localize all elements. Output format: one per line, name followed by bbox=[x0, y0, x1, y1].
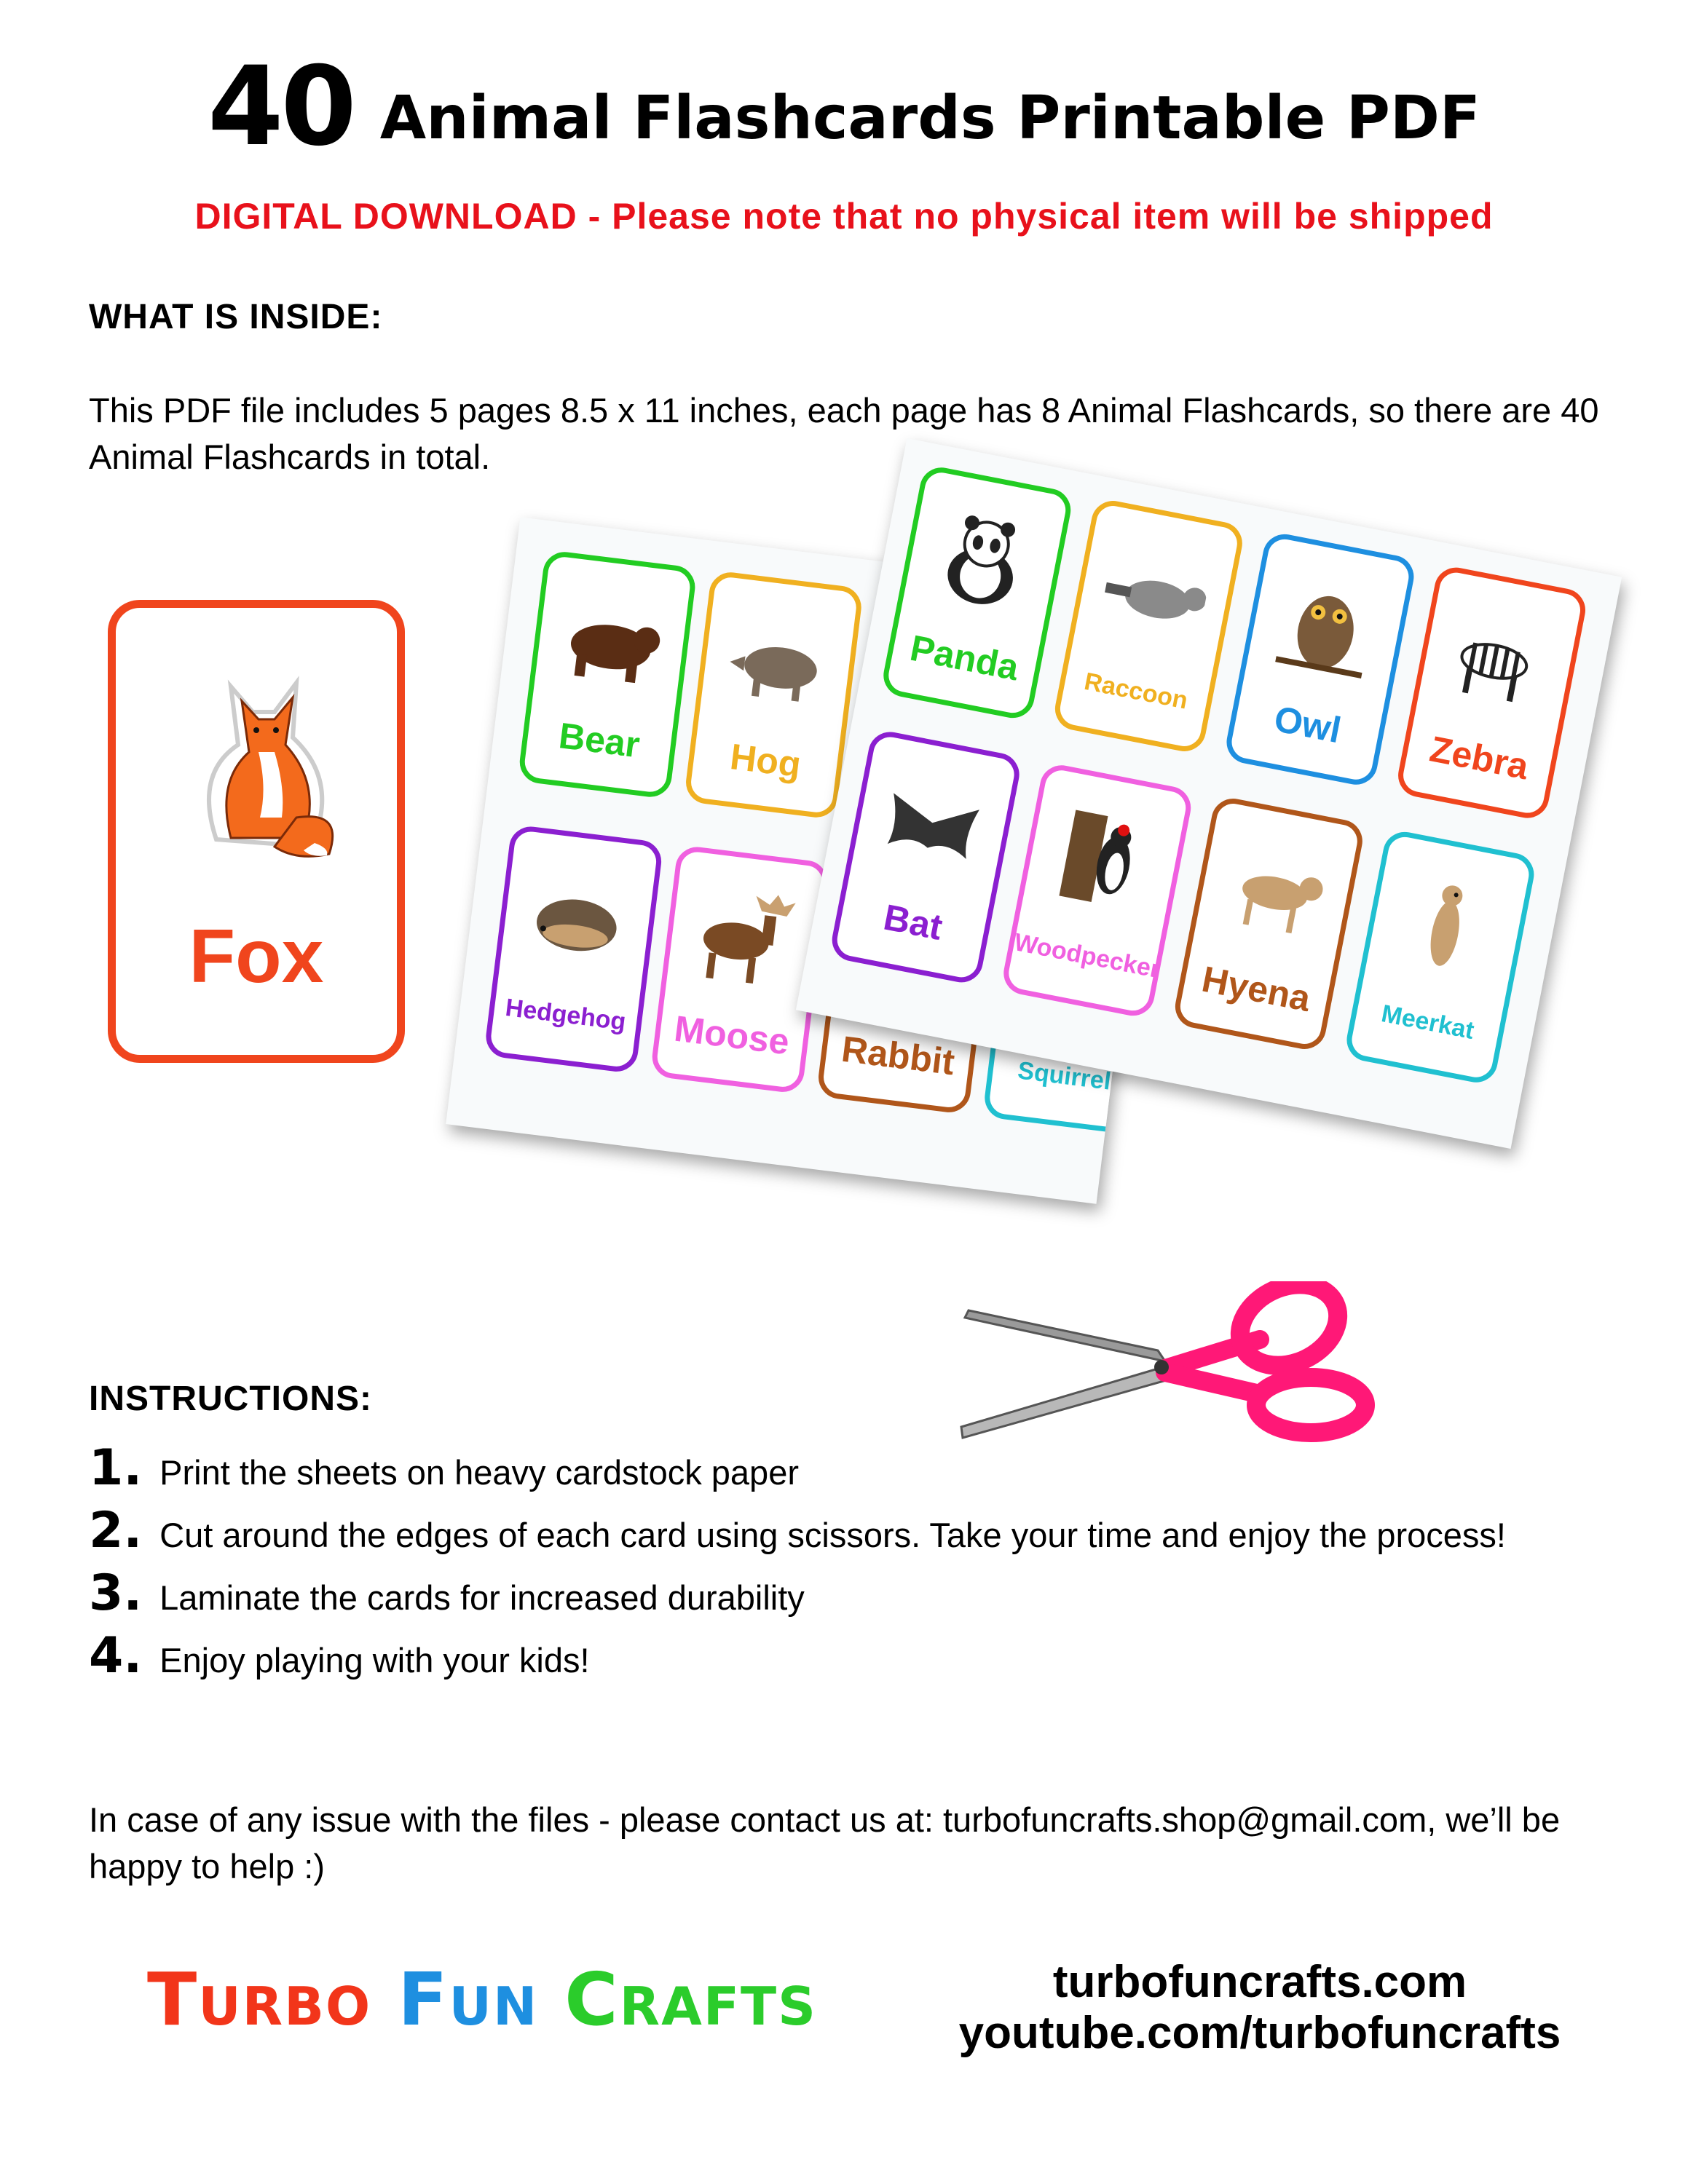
card-hog bbox=[684, 570, 864, 820]
card-label: Zebra bbox=[1426, 728, 1532, 788]
step-text: Enjoy playing with your kids! bbox=[159, 1641, 590, 1679]
card-hyena bbox=[1172, 795, 1366, 1053]
bat-icon bbox=[872, 770, 990, 882]
fox-flashcard bbox=[108, 600, 405, 1063]
card-label: Panda bbox=[907, 627, 1022, 689]
card-label: Woodpecker bbox=[1011, 928, 1163, 984]
logo-letter: C bbox=[564, 1957, 620, 2042]
card-label: Hog bbox=[727, 736, 803, 786]
title-number: 40 bbox=[208, 44, 354, 170]
hyena-icon bbox=[1215, 837, 1333, 949]
instructions-heading: INSTRUCTIONS: bbox=[89, 1380, 372, 1418]
card-woodpecker bbox=[1000, 761, 1194, 1019]
card-owl bbox=[1223, 531, 1417, 788]
logo-word: RAFTS bbox=[619, 1976, 817, 2037]
woodpecker-icon bbox=[1044, 804, 1162, 916]
inside-description: This PDF file includes 5 pages 8.5 x 11 inches, each page has 8 Animal Flashcards, so there are 40 Animal Flashcards in total. bbox=[89, 391, 1599, 476]
instruction-step bbox=[89, 1564, 1618, 1622]
instruction-step bbox=[89, 1439, 1618, 1497]
card-zebra bbox=[1395, 564, 1589, 822]
card-bat bbox=[829, 728, 1023, 986]
step-text: Cut around the edges of each card using scissors. Take your time and enjoy the process! bbox=[159, 1516, 1506, 1554]
footer-links bbox=[874, 1957, 1646, 2059]
scissors-icon bbox=[954, 1281, 1376, 1463]
card-meerkat bbox=[1343, 828, 1537, 1086]
instructions-list bbox=[89, 1439, 1618, 1696]
brand-logo bbox=[147, 1957, 843, 2042]
card-label: Moose bbox=[671, 1008, 792, 1063]
bear-icon bbox=[555, 590, 668, 697]
logo-letter: F bbox=[398, 1957, 449, 2042]
card-label: Hedgehog bbox=[503, 993, 628, 1036]
card-label: Rabbit bbox=[839, 1028, 957, 1083]
hedgehog-icon bbox=[521, 865, 634, 971]
card-hedgehog bbox=[484, 824, 663, 1074]
fox-label: Fox bbox=[189, 914, 324, 999]
logo-word: UN bbox=[449, 1976, 539, 2037]
page-title bbox=[0, 44, 1688, 170]
card-label: Meerkat bbox=[1379, 1000, 1477, 1045]
instruction-step bbox=[89, 1627, 1618, 1685]
hog-icon bbox=[721, 611, 834, 717]
card-label: Squirrel bbox=[1016, 1056, 1113, 1096]
card-label: Owl bbox=[1271, 697, 1344, 751]
card-label: Raccoon bbox=[1081, 667, 1191, 715]
step-number: 3. bbox=[89, 1564, 143, 1622]
logo-letter: T bbox=[147, 1957, 199, 2042]
meerkat-icon bbox=[1387, 870, 1505, 982]
card-label: Bear bbox=[556, 715, 642, 766]
step-number: 4. bbox=[89, 1627, 143, 1685]
inside-heading: WHAT IS INSIDE: bbox=[89, 298, 383, 336]
card-raccoon bbox=[1052, 497, 1246, 755]
title-text: Animal Flashcards Printable PDF bbox=[379, 84, 1480, 153]
card-label: Bat bbox=[880, 896, 946, 948]
youtube-link[interactable]: youtube.com/turbofuncrafts bbox=[958, 2008, 1561, 2058]
step-text: Laminate the cards for increased durability bbox=[159, 1578, 805, 1617]
card-panda bbox=[880, 464, 1074, 721]
download-notice: DIGITAL DOWNLOAD - Please note that no physical item will be shipped bbox=[194, 196, 1494, 237]
logo-word: URBO bbox=[198, 1976, 372, 2037]
contact-text: In case of any issue with the files - please contact us at: turbofuncrafts.shop@gmail.com, we’ll be happy to help :) bbox=[89, 1800, 1561, 1886]
raccoon-icon bbox=[1095, 539, 1213, 652]
panda-icon bbox=[924, 506, 1042, 618]
card-bear bbox=[517, 550, 697, 799]
instruction-step bbox=[89, 1502, 1618, 1559]
step-number: 1. bbox=[89, 1439, 143, 1497]
step-number: 2. bbox=[89, 1502, 143, 1559]
owl-icon bbox=[1267, 572, 1385, 684]
website-link[interactable]: turbofuncrafts.com bbox=[1052, 1957, 1467, 2007]
step-text: Print the sheets on heavy cardstock paper bbox=[159, 1453, 799, 1492]
moose-icon bbox=[687, 885, 800, 992]
zebra-icon bbox=[1439, 606, 1557, 718]
fox-illustration bbox=[173, 643, 347, 876]
card-label: Hyena bbox=[1198, 958, 1314, 1020]
